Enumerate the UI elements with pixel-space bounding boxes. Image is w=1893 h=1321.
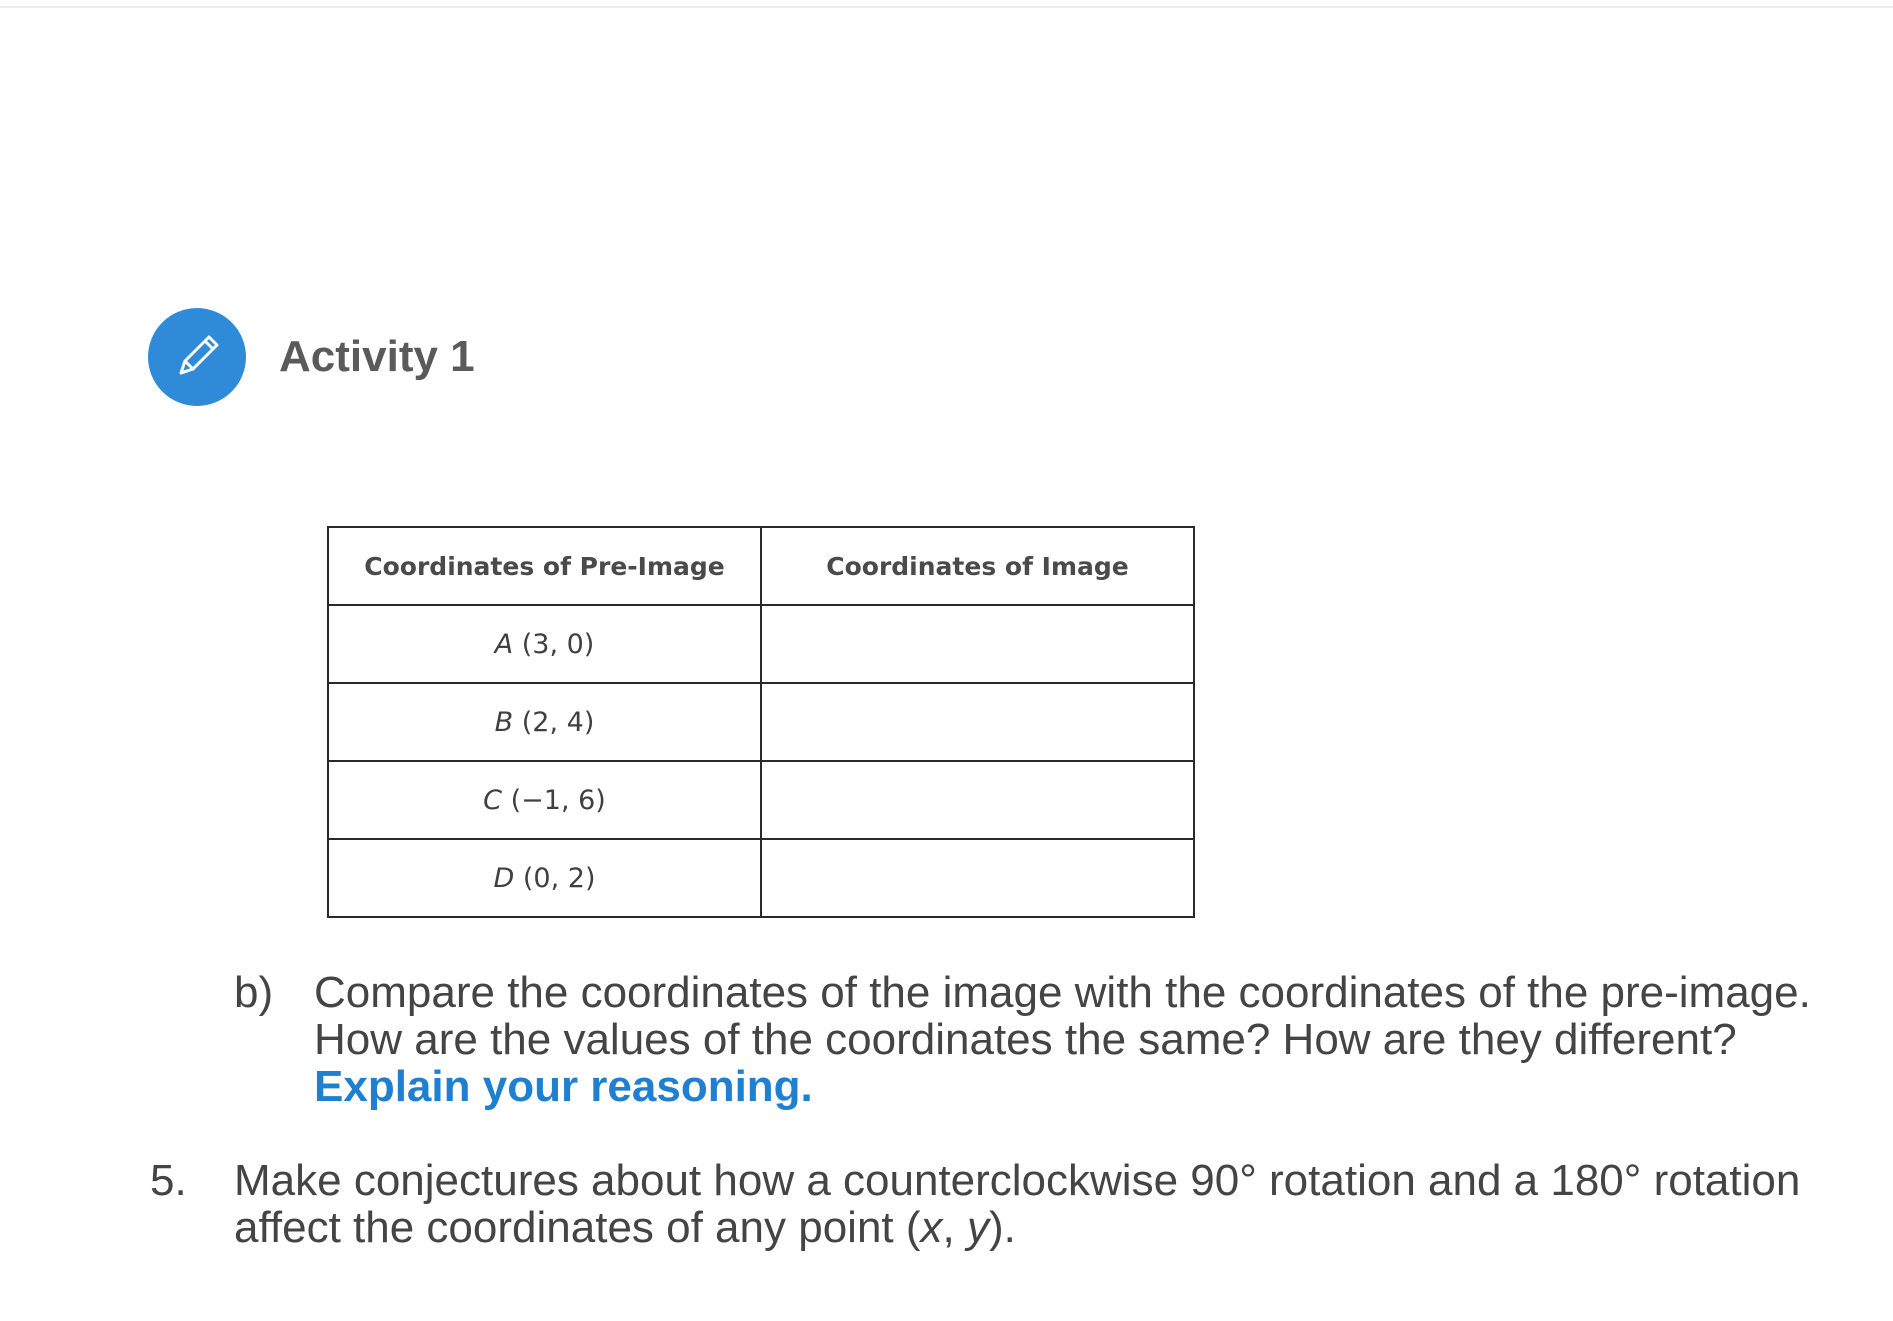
pre-image-cell (328, 761, 761, 839)
top-divider (0, 6, 1893, 8)
question-5-line-2-start: affect the coordinates of any point ( (234, 1203, 921, 1252)
activity-header (148, 309, 475, 405)
question-b-label: b) (234, 968, 274, 1017)
pre-image-cell (328, 683, 761, 761)
image-cell[interactable] (761, 761, 1194, 839)
question-b-line-1: Compare the coordinates of the image with the coordinates of the pre-image. (314, 968, 1811, 1017)
table-row (328, 761, 1194, 839)
image-cell[interactable] (761, 683, 1194, 761)
point-coords: (2, 4) (521, 706, 595, 738)
table-row (328, 839, 1194, 917)
header-image: Coordinates of Image (761, 527, 1194, 605)
pre-image-cell (328, 605, 761, 683)
question-b (234, 969, 1893, 1110)
coordinates-table (327, 526, 1195, 918)
table-row (328, 605, 1194, 683)
question-b-body (314, 969, 1893, 1110)
question-5 (150, 1157, 1874, 1251)
point-letter: D (493, 862, 515, 894)
point-letter: B (494, 706, 514, 738)
point-letter: A (494, 628, 514, 660)
image-cell[interactable] (761, 605, 1194, 683)
table-header-row (328, 527, 1194, 605)
question-b-emphasis: Explain your reasoning. (314, 1062, 813, 1111)
question-5-line-2-end: ). (988, 1203, 1016, 1252)
point-letter: C (483, 784, 503, 816)
question-5-line-1: Make conjectures about how a counterclockwise 90° rotation and a 180° rotation (234, 1156, 1801, 1205)
question-5-line-2 (234, 1204, 1874, 1251)
header-pre-image: Coordinates of Pre-Image (328, 527, 761, 605)
table-row (328, 683, 1194, 761)
point-coords: (−1, 6) (510, 784, 606, 816)
question-5-label: 5. (150, 1156, 187, 1205)
variable-y: y (966, 1203, 989, 1252)
point-coords: (3, 0) (521, 628, 595, 660)
pencil-icon (148, 308, 246, 406)
question-5-body (234, 1157, 1874, 1251)
pre-image-cell (328, 839, 761, 917)
variable-x: x (920, 1203, 943, 1252)
image-cell[interactable] (761, 839, 1194, 917)
point-coords: (0, 2) (522, 862, 596, 894)
question-b-line-2: How are the values of the coordinates the same? How are they different? (314, 1015, 1737, 1064)
activity-title: Activity 1 (279, 332, 475, 381)
question-5-separator: , (942, 1203, 967, 1252)
